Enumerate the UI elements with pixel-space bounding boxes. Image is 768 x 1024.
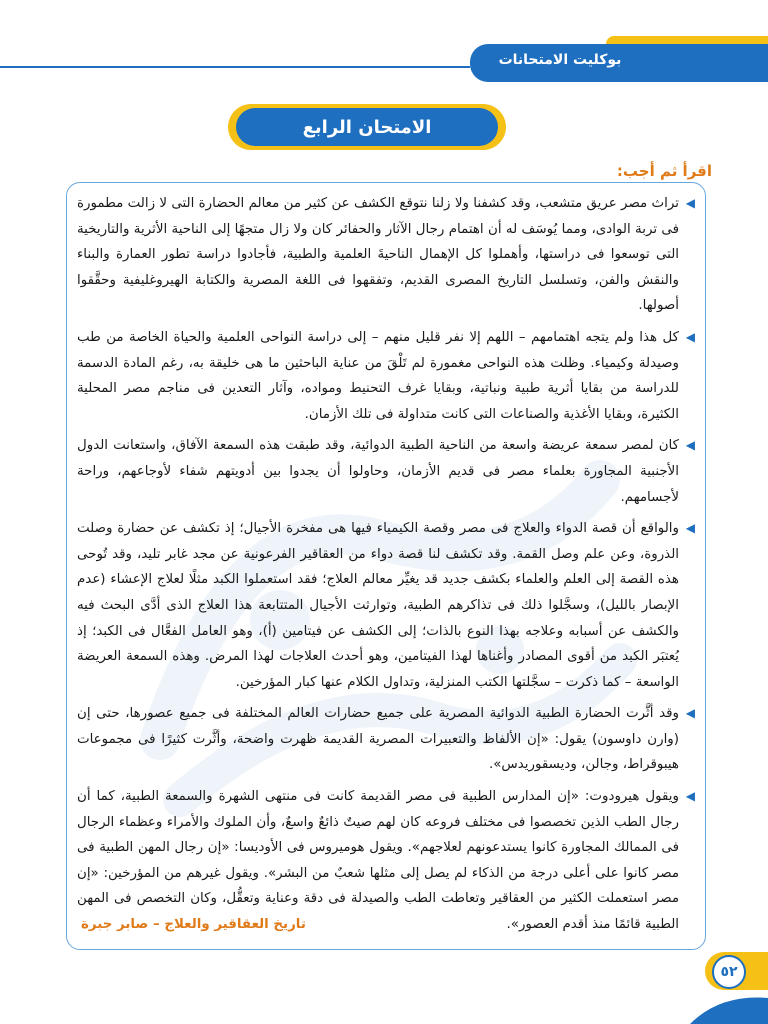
- paragraph-text: كل هذا ولم يتجه اهتمامهم – اللهم إلا نفر قليل منهم – إلى دراسة النواحى العلمية والحياة الخاصة من طب وصيدلة وكيمياء. وظلت هذه النواحى مغمورة لم تَلْقَ من عناية الباحثين ما هى خليقة به، رغم المادة الدسمة للدراسة من بقايا أثرية طبية ونباتية، وبقايا غرف التحنيط ومواده، وآثار التعدين فى مناجم مصر المحلية الكثيرة، وبقايا الأغذية والصناعات التى كانت متداولة فى تلك الأزمان.: [77, 329, 679, 422]
- page-number: ٥٢: [712, 955, 746, 989]
- triangle-bullet-icon: ◀: [685, 329, 695, 344]
- paragraph-text: ويقول هيرودوت: «إن المدارس الطبية فى مصر القديمة كانت فى منتهى الشهرة والسمعة الطبية، كما أن رجال الطب الذين تخصصوا فى مختلف فروعه كان لهم صيتٌ ذائعٌ واسعٌ، وأن الملوك والأمراء وعظماء الرجال فى الممالك المجاورة كانوا يستدعونهم لعلاجهم». ويقول هوميروس فى الأوديسا: «إن رجال المهن الطبية فى مصر كانوا على أعلى درجة من الذكاء لم يصل إلى مثلها شعبٌ من البشر». ويقول غيرهم من المؤرخين: «إن مصر استعملت الكثير من العقاقير وتعاطت الطب والصيدلة فى دقة وعناية وتعقُّل، وكان التخصص فى المهن الطبية قائمًا منذ أقدم العصور».: [77, 789, 679, 933]
- passage-paragraph: [77, 516, 693, 695]
- instruction-label: اقرأ ثم أجب:: [616, 162, 712, 180]
- paragraph-text: تراث مصر عريق متشعب، وقد كشفنا ولا زلنا نتوقع الكشف عن كثير من معالم الحضارة التى لا زالت مطمورة فى تربة الوادى، ومما يُوسَف له أن اهتمام رجال الآثار والحفائر كان ولا زال متجهًا إلى الناحية الأثرية والتاريخية التى توسعوا فى دراستها، وأهملوا كل الإهمال الناحيةَ العلمية والطبية، فأجادوا دراسة تطور العمارة والبناء والنقش والفن، وتسلسل التاريخ المصرى القديم، وتفقهوا فى اللغة المصرية والكتابة الهيروغليفية وحقَّقوا أصولها.: [77, 196, 679, 314]
- passage-paragraph: [77, 701, 693, 778]
- paragraph-text: والواقع أن قصة الدواء والعلاج فى مصر وقصة الكيمياء فيها هى مفخرة الأجيال؛ إذ تكشف عن حضارة وصلت الذروة، وعن علم وصل القمة. وقد تكشف لنا قصة دواء من العقاقير الفرعونية عن مجد غابر تليد، وقد تُوحى هذه القصة إلى العلم والعلماء بكشف جديد قد يغيِّر معالم العلاج؛ فقد استعملوا الكبد مثلًا لعلاج الإعشاء (عدم الإبصار بالليل)، وسجَّلوا ذلك فى تذاكرهم الطبية، وتوارثت الأجيال المتتابعة هذا العلاج الذى أدَّى البحث فيه والكشف عن أسبابه وعلاجه بهذا النوع بالذات؛ إلى الكشف عن فيتامين (أ)، وهو العامل الفعَّال فى الكبد؛ إذ يُعتبَر الكبد من أقوى المصادر وأغناها لهذا الفيتامين، وهو أحدث العلاجات لهذا المرض. وهذه السمعة العريضة الواسعة – كما ذكرت – سجَّلتها الكتب المنزلية، وتداول الكلام عنها كبار المؤرخين.: [77, 521, 679, 690]
- footer-curve: [690, 988, 768, 1024]
- triangle-bullet-icon: ◀: [685, 521, 695, 536]
- header-rule: [0, 66, 470, 68]
- triangle-bullet-icon: ◀: [685, 789, 695, 804]
- passage-paragraph: [77, 784, 693, 938]
- triangle-bullet-icon: ◀: [685, 196, 695, 210]
- source-citation: تاريخ العقاقير والعلاج – صابر جبرة: [81, 917, 306, 933]
- triangle-bullet-icon: ◀: [685, 438, 695, 453]
- passage-paragraph: [77, 191, 693, 319]
- passage-paragraph: [77, 325, 693, 427]
- header-band: [0, 0, 768, 84]
- triangle-bullet-icon: ◀: [685, 706, 695, 721]
- passage-box: [66, 182, 706, 950]
- passage-paragraph: [77, 433, 693, 510]
- paragraph-text: كان لمصر سمعة عريضة واسعة من الناحية الطبية الدوائية، وقد طبقت هذه السمعة الآفاق، واستعانت الدول الأجنبية المجاورة بعلماء مصر فى قديم الأزمان، وحاولوا أن يجدوا بين أدويتهم شفاء لأوجاعهم، وراحة لأجسامهم.: [77, 438, 679, 505]
- exam-title: الامتحان الرابع: [236, 108, 498, 146]
- paragraph-text: وقد أثَّرت الحضارة الطبية الدوائية المصرية على جميع حضارات العالم المختلفة فى جميع عصورها، حتى إن (وارن داوسون) يقول: «إن الألفاظ والتعبيرات المصرية القديمة ظهرت واضحة، وأثَّرت كثيرًا فى مجموعات هيبوقراط، وجالن، وديسقوريدس».: [77, 706, 679, 773]
- header-title: بوكليت الامتحانات: [498, 52, 622, 68]
